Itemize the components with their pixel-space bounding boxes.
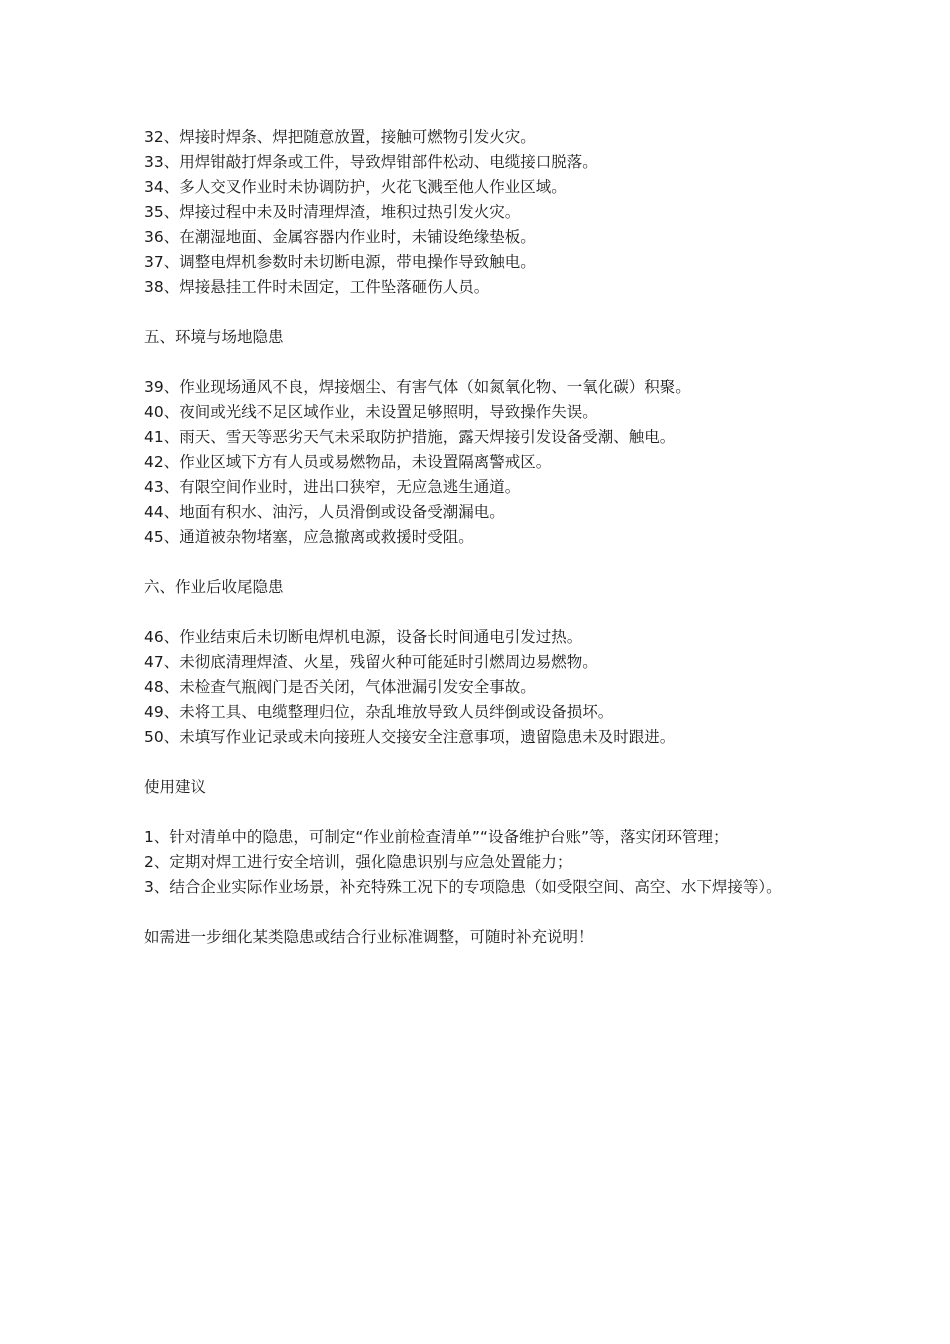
spacer — [144, 600, 824, 625]
spacer — [144, 300, 824, 325]
list-item: 38、焊接悬挂工件时未固定，工件坠落砸伤人员。 — [144, 278, 490, 296]
list-item: 32、焊接时焊条、焊把随意放置，接触可燃物引发火灾。 — [144, 128, 536, 146]
spacer — [144, 750, 824, 775]
section-heading-suggestions: 使用建议 — [144, 778, 207, 796]
suggestion-list — [144, 825, 824, 900]
spacer — [144, 550, 824, 575]
list-item: 44、地面有积水、油污，人员滑倒或设备受潮漏电。 — [144, 503, 505, 521]
list-item: 48、未检查气瓶阀门是否关闭，气体泄漏引发安全事故。 — [144, 678, 536, 696]
list-item: 42、作业区域下方有人员或易燃物品，未设置隔离警戒区。 — [144, 453, 552, 471]
section-heading-environment: 五、环境与场地隐患 — [144, 328, 284, 346]
list-item: 43、有限空间作业时，进出口狭窄，无应急逃生通道。 — [144, 478, 521, 496]
closing-note: 如需进一步细化某类隐患或结合行业标准调整，可随时补充说明！ — [144, 928, 594, 946]
list-item: 40、夜间或光线不足区域作业，未设置足够照明，导致操作失误。 — [144, 403, 598, 421]
spacer — [144, 350, 824, 375]
list-item: 34、多人交叉作业时未协调防护，火花飞溅至他人作业区域。 — [144, 178, 567, 196]
list-item: 35、焊接过程中未及时清理焊渣，堆积过热引发火灾。 — [144, 203, 521, 221]
suggestion-item: 1、针对清单中的隐患，可制定“作业前检查清单”“设备维护台账”等，落实闭环管理； — [144, 828, 729, 846]
list-item: 39、作业现场通风不良，焊接烟尘、有害气体（如氮氧化物、一氧化碳）积聚。 — [144, 378, 691, 396]
list-item: 46、作业结束后未切断电焊机电源，设备长时间通电引发过热。 — [144, 628, 583, 646]
hazard-list-section-four-tail — [144, 125, 824, 300]
list-item: 37、调整电焊机参数时未切断电源，带电操作导致触电。 — [144, 253, 536, 271]
spacer — [144, 800, 824, 825]
suggestion-item: 3、结合企业实际作业场景，补充特殊工况下的专项隐患（如受限空间、高空、水下焊接等）。 — [144, 878, 782, 896]
hazard-list-environment — [144, 375, 824, 550]
list-item: 45、通道被杂物堵塞，应急撤离或救援时受阻。 — [144, 528, 474, 546]
list-item: 49、未将工具、电缆整理归位，杂乱堆放导致人员绊倒或设备损坏。 — [144, 703, 614, 721]
hazard-list-after-work — [144, 625, 824, 750]
spacer — [144, 900, 824, 925]
list-item: 33、用焊钳敲打焊条或工件，导致焊钳部件松动、电缆接口脱落。 — [144, 153, 598, 171]
list-item: 47、未彻底清理焊渣、火星，残留火种可能延时引燃周边易燃物。 — [144, 653, 598, 671]
list-item: 41、雨天、雪天等恶劣天气未采取防护措施，露天焊接引发设备受潮、触电。 — [144, 428, 676, 446]
list-item: 50、未填写作业记录或未向接班人交接安全注意事项，遗留隐患未及时跟进。 — [144, 728, 676, 746]
section-heading-after-work: 六、作业后收尾隐患 — [144, 578, 284, 596]
document-page — [144, 125, 824, 950]
list-item: 36、在潮湿地面、金属容器内作业时，未铺设绝缘垫板。 — [144, 228, 536, 246]
suggestion-item: 2、定期对焊工进行安全培训，强化隐患识别与应急处置能力； — [144, 853, 573, 871]
